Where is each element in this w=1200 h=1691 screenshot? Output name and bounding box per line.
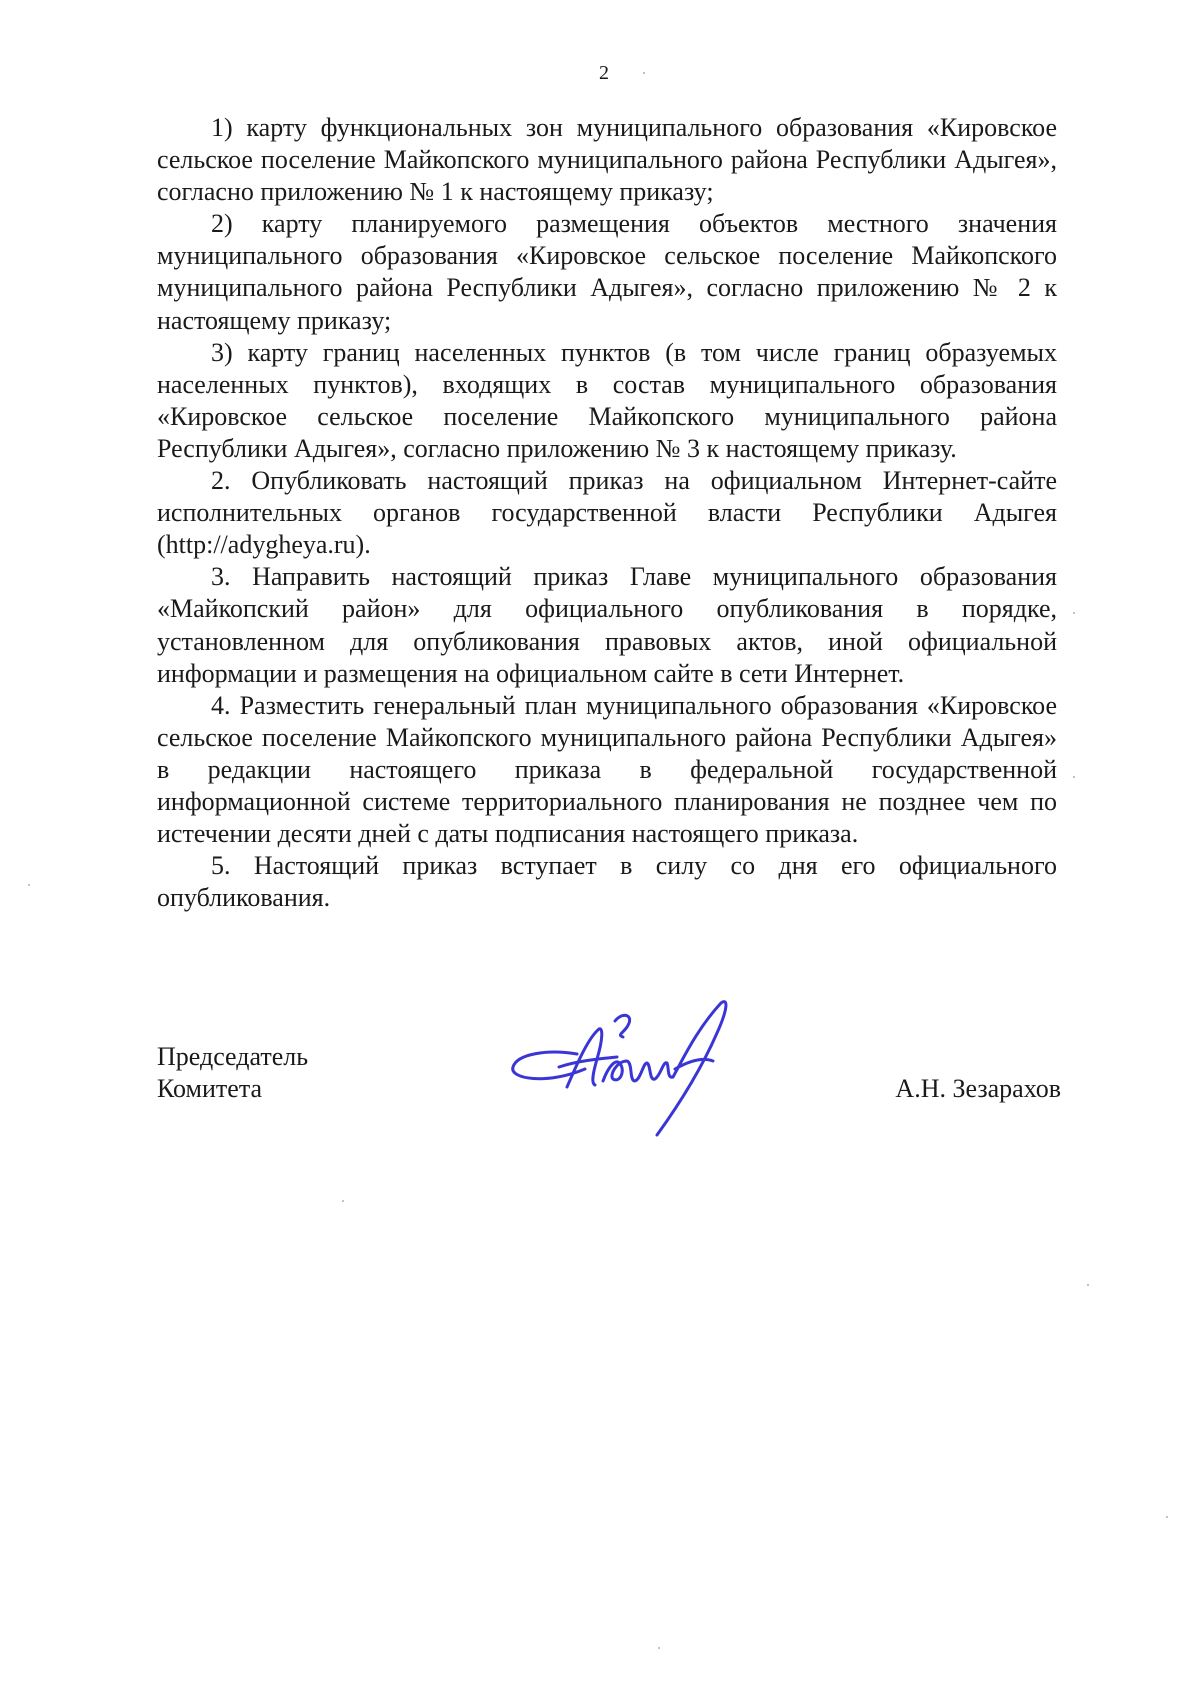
paragraph-clause-4: 4. Разместить генеральный план муниципального образования «Кировское сельское поселение Майкопского муниципального района Республики Адыгея» в редакции настоящего приказа в федеральной государственной информационной системе территориального планирования не позднее чем по истечении десяти дней с даты подписания настоящего приказа. [157,690,1057,849]
paragraph-clause-3: 3. Направить настоящий приказ Главе муниципального образования «Майкопский район» для официального опубликования в порядке, установленном для опубликования правовых актов, иной официальной информации и размещения на официальном сайте в сети Интернет. [157,562,1057,688]
paragraph-item-1: 1) карту функциональных зон муниципального образования «Кировское сельское поселение Майкопского муниципального района Республики Адыгея», согласно приложению № 1 к настоящему приказу; [157,113,1057,207]
signatory-name: А.Н. Зезарахов [895,1074,1061,1103]
signatory-position [157,1041,308,1105]
scan-speck [1166,1516,1168,1518]
scan-speck [1087,1284,1089,1286]
handwritten-signature [507,999,737,1149]
paragraph-item-2: 2) карту планируемого размещения объектов местного значения муниципального образования «Кировское сельское поселение Майкопского муниципального района Республики Адыгея», согласно приложению № 2 к настоящему приказу; [157,209,1057,335]
signatory-position-line-1: Председатель [157,1042,309,1071]
scan-speck [1073,612,1075,614]
paragraph-item-3: 3) карту границ населенных пунктов (в том числе границ образуемых населенных пунктов), входящих в состав муниципального образования «Кировское сельское поселение Майкопского муниципального района Республики Адыгея», согласно приложению № 3 к настоящему приказу. [157,337,1057,463]
scan-speck [28,884,30,886]
signatory-position-line-2: Комитета [157,1074,263,1103]
scan-speck [643,72,645,74]
scan-speck [658,1647,660,1649]
scan-speck [342,1200,344,1202]
document-body [157,112,1057,914]
scan-speck [1073,776,1075,778]
paragraph-clause-2: 2. Опубликовать настоящий приказ на официальном Интернет-сайте исполнительных органов государственной власти Республики Адыгея (http://adygheya.ru). [157,466,1057,560]
signature-block [157,1041,1061,1161]
paragraph-clause-5: 5. Настоящий приказ вступает в силу со дня его официального опубликования. [157,851,1057,913]
page-number: 2 [599,62,609,84]
